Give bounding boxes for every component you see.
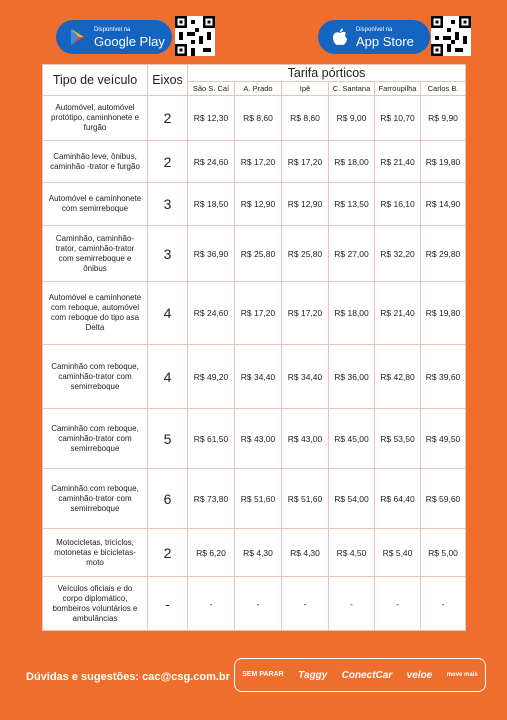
- price-cell: R$ 17,20: [282, 141, 329, 183]
- price-cell: R$ 17,20: [235, 141, 282, 183]
- vehicle-type-cell: Automóvel e caminhonete com reboque, automóvel com reboque do tipo asa Delta: [43, 282, 148, 345]
- table-row: [43, 282, 466, 345]
- price-cell: R$ 45,00: [329, 409, 375, 469]
- brand-move-mais-logo: move mais: [446, 672, 478, 678]
- vehicle-type-cell: Automóvel, automóvel protótipo, caminhonete e furgão: [43, 96, 148, 141]
- axles-cell: 5: [148, 409, 188, 469]
- price-cell: R$ 51,60: [282, 469, 329, 529]
- price-cell: R$ 73,80: [188, 469, 235, 529]
- price-cell: R$ 4,50: [329, 529, 375, 577]
- price-cell: R$ 25,80: [282, 226, 329, 282]
- google-play-label: Google Play: [94, 33, 165, 49]
- partner-brands: [234, 658, 486, 692]
- qr-code-app-store: [431, 16, 471, 56]
- table-row: [43, 183, 466, 226]
- price-cell: R$ 39,60: [421, 345, 466, 409]
- price-cell: R$ 8,60: [282, 96, 329, 141]
- price-cell: R$ 34,40: [235, 345, 282, 409]
- table-row: [43, 96, 466, 141]
- price-cell: R$ 12,30: [188, 96, 235, 141]
- price-cell: R$ 5,00: [421, 529, 466, 577]
- google-play-small-text: Disponível na: [94, 26, 131, 33]
- google-play-icon: [68, 27, 88, 47]
- app-store-button[interactable]: [318, 20, 430, 54]
- price-cell: R$ 27,00: [329, 226, 375, 282]
- axles-cell: 6: [148, 469, 188, 529]
- axles-cell: 2: [148, 529, 188, 577]
- price-cell: R$ 6,20: [188, 529, 235, 577]
- vehicle-type-cell: Caminhão leve, ônibus, caminhão -trator e furgão: [43, 141, 148, 183]
- price-cell: R$ 32,20: [375, 226, 421, 282]
- contact-text: Dúvidas e sugestões: cac@csg.com.br: [26, 671, 230, 683]
- vehicle-type-cell: Caminhão com reboque, caminhão-trator com semirreboque: [43, 469, 148, 529]
- price-cell: R$ 16,10: [375, 183, 421, 226]
- price-cell: R$ 49,20: [188, 345, 235, 409]
- header-portico: A. Prado: [235, 82, 282, 96]
- google-play-button[interactable]: [56, 20, 172, 54]
- price-cell: R$ 9,90: [421, 96, 466, 141]
- price-cell: R$ 24,60: [188, 282, 235, 345]
- price-cell: R$ 19,80: [421, 141, 466, 183]
- vehicle-type-cell: Automóvel e caminhonete com semirreboque: [43, 183, 148, 226]
- price-cell: R$ 54,00: [329, 469, 375, 529]
- price-cell: -: [329, 577, 375, 631]
- price-cell: R$ 14,90: [421, 183, 466, 226]
- vehicle-type-cell: Caminhão, caminhão-trator, caminhão-trator com semirreboque e ônibus: [43, 226, 148, 282]
- axles-cell: 2: [148, 141, 188, 183]
- header-tariff: Tarifa pórticos: [188, 65, 466, 82]
- price-cell: R$ 25,80: [235, 226, 282, 282]
- table-row: [43, 577, 466, 631]
- price-cell: R$ 18,00: [329, 141, 375, 183]
- price-cell: R$ 18,00: [329, 282, 375, 345]
- price-cell: R$ 61,50: [188, 409, 235, 469]
- price-cell: R$ 59,60: [421, 469, 466, 529]
- brand-conectcar-logo: ConectCar: [341, 669, 393, 681]
- price-cell: R$ 17,20: [235, 282, 282, 345]
- table-row: [43, 529, 466, 577]
- brand-veloe-logo: veloe: [406, 669, 433, 681]
- price-cell: R$ 9,00: [329, 96, 375, 141]
- price-cell: R$ 12,90: [282, 183, 329, 226]
- price-cell: R$ 12,90: [235, 183, 282, 226]
- table-row: [43, 141, 466, 183]
- price-cell: R$ 36,90: [188, 226, 235, 282]
- header-vehicle-type: Tipo de veículo: [43, 65, 148, 96]
- table-row: [43, 226, 466, 282]
- app-store-label: App Store: [356, 33, 414, 49]
- header-portico: C. Santana: [329, 82, 375, 96]
- vehicle-type-cell: Motocicletas, triciclos, motonetas e bicicletas-moto: [43, 529, 148, 577]
- apple-icon: [330, 27, 350, 47]
- axles-cell: -: [148, 577, 188, 631]
- price-cell: R$ 53,50: [375, 409, 421, 469]
- axles-cell: 2: [148, 96, 188, 141]
- toll-table-sheet: [42, 64, 465, 631]
- price-cell: R$ 4,30: [282, 529, 329, 577]
- app-download-bar: [0, 0, 507, 64]
- price-cell: R$ 24,60: [188, 141, 235, 183]
- price-cell: -: [421, 577, 466, 631]
- price-cell: R$ 51,60: [235, 469, 282, 529]
- price-cell: R$ 29,80: [421, 226, 466, 282]
- price-cell: R$ 17,20: [282, 282, 329, 345]
- price-cell: R$ 43,00: [235, 409, 282, 469]
- price-cell: R$ 21,40: [375, 141, 421, 183]
- price-cell: R$ 21,40: [375, 282, 421, 345]
- app-store-small-text: Disponível na: [356, 26, 393, 33]
- price-cell: -: [235, 577, 282, 631]
- price-cell: R$ 8,60: [235, 96, 282, 141]
- price-cell: -: [188, 577, 235, 631]
- header-portico: Carlos B.: [421, 82, 466, 96]
- header-portico: São S. Caí: [188, 82, 235, 96]
- price-cell: R$ 49,50: [421, 409, 466, 469]
- axles-cell: 4: [148, 345, 188, 409]
- price-cell: -: [375, 577, 421, 631]
- footer: [0, 631, 507, 720]
- price-cell: R$ 5,40: [375, 529, 421, 577]
- vehicle-type-cell: Caminhão com reboque, caminhão-trator com semirreboque: [43, 409, 148, 469]
- vehicle-type-cell: Veículos oficiais e do corpo diplomático, bombeiros voluntários e ambulâncias: [43, 577, 148, 631]
- table-row: [43, 469, 466, 529]
- header-portico: Ipê: [282, 82, 329, 96]
- price-cell: -: [282, 577, 329, 631]
- price-cell: R$ 10,70: [375, 96, 421, 141]
- brand-sem-parar-logo: SEM PARAR: [242, 671, 284, 678]
- toll-tariff-table: [42, 64, 466, 631]
- table-row: [43, 345, 466, 409]
- price-cell: R$ 36,00: [329, 345, 375, 409]
- price-cell: R$ 19,80: [421, 282, 466, 345]
- vehicle-type-cell: Caminhão com reboque, caminhão-trator com semirreboque: [43, 345, 148, 409]
- price-cell: R$ 43,00: [282, 409, 329, 469]
- axles-cell: 4: [148, 282, 188, 345]
- header-axles: Eixos: [148, 65, 188, 96]
- axles-cell: 3: [148, 226, 188, 282]
- price-cell: R$ 4,30: [235, 529, 282, 577]
- price-cell: R$ 18,50: [188, 183, 235, 226]
- price-cell: R$ 42,80: [375, 345, 421, 409]
- qr-code-google-play: [175, 16, 215, 56]
- header-portico: Farroupilha: [375, 82, 421, 96]
- axles-cell: 3: [148, 183, 188, 226]
- brand-taggy-logo: Taggy: [298, 669, 328, 681]
- table-row: [43, 409, 466, 469]
- price-cell: R$ 13,50: [329, 183, 375, 226]
- price-cell: R$ 64,40: [375, 469, 421, 529]
- price-cell: R$ 34,40: [282, 345, 329, 409]
- table-body: [43, 96, 466, 631]
